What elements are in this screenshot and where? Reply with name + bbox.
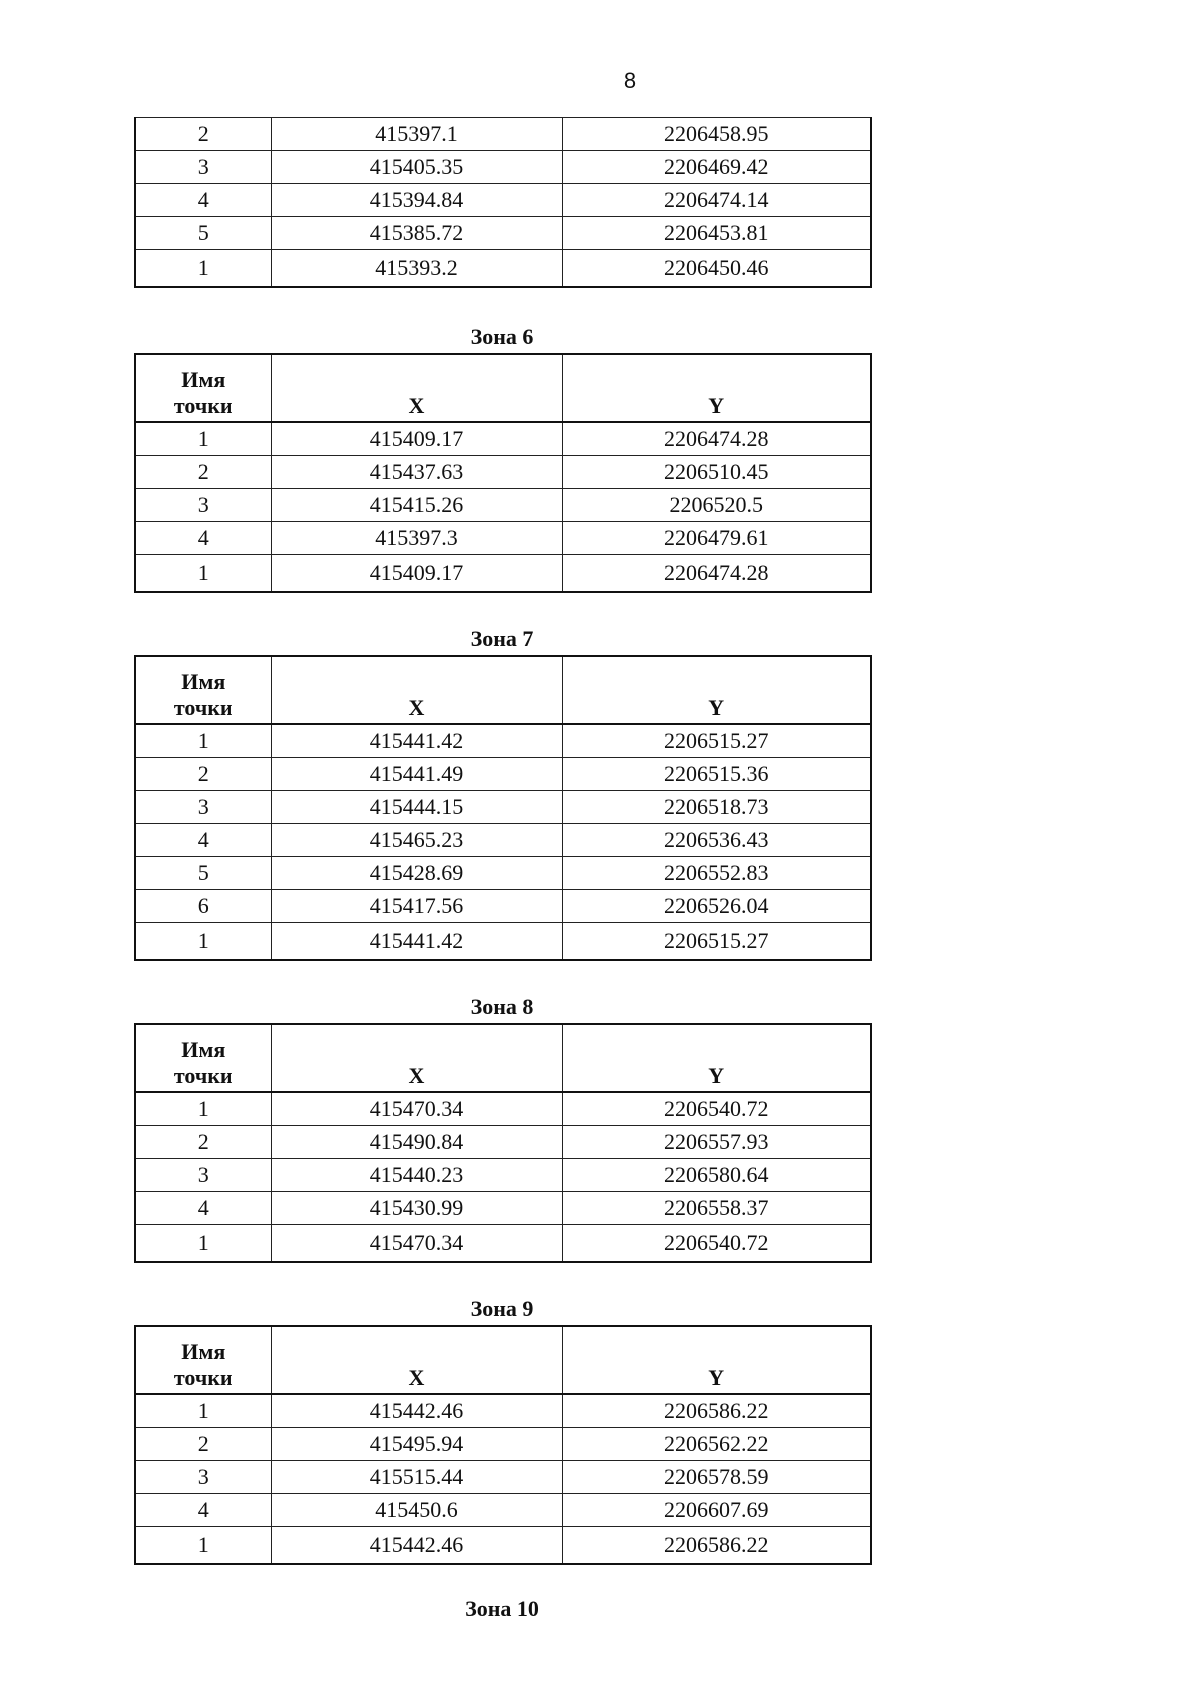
table-row — [135, 555, 871, 593]
table-row — [135, 890, 871, 923]
cell-point-name: 3 — [135, 489, 271, 522]
cell-point-name: 6 — [135, 890, 271, 923]
cell-point-name: 4 — [135, 1494, 271, 1527]
cell-y: 2206578.59 — [562, 1461, 871, 1494]
cell-point-name: 1 — [135, 724, 271, 758]
table-row — [135, 1428, 871, 1461]
zone-6-section — [134, 321, 870, 593]
cell-y: 2206520.5 — [562, 489, 871, 522]
cell-point-name: 1 — [135, 250, 271, 288]
cell-y: 2206557.93 — [562, 1126, 871, 1159]
cell-x: 415441.42 — [271, 923, 562, 961]
zone-9-coordinates-table — [134, 1325, 872, 1565]
cell-point-name: 4 — [135, 824, 271, 857]
cell-point-name: 2 — [135, 758, 271, 791]
cell-x: 415470.34 — [271, 1225, 562, 1263]
cell-x: 415441.49 — [271, 758, 562, 791]
table-header-row — [135, 656, 871, 724]
cell-y: 2206586.22 — [562, 1527, 871, 1565]
table-row — [135, 184, 871, 217]
cell-y: 2206540.72 — [562, 1092, 871, 1126]
cell-point-name: 1 — [135, 923, 271, 961]
cell-x: 415417.56 — [271, 890, 562, 923]
cell-y: 2206540.72 — [562, 1225, 871, 1263]
table-row — [135, 923, 871, 961]
table-header-row — [135, 1326, 871, 1394]
cell-point-name: 3 — [135, 1461, 271, 1494]
header-x: X — [271, 354, 562, 422]
table-row — [135, 1394, 871, 1428]
table-row — [135, 724, 871, 758]
cell-y: 2206536.43 — [562, 824, 871, 857]
cell-point-name: 1 — [135, 555, 271, 593]
cell-y: 2206510.45 — [562, 456, 871, 489]
cell-x: 415385.72 — [271, 217, 562, 250]
cell-y: 2206453.81 — [562, 217, 871, 250]
zone-title: Зона 9 — [470, 1296, 534, 1321]
table-row — [135, 1192, 871, 1225]
table-row — [135, 422, 871, 456]
table-row — [135, 824, 871, 857]
continuation-table-wrapper — [134, 117, 872, 288]
cell-x: 415393.2 — [271, 250, 562, 288]
table-row — [135, 456, 871, 489]
cell-y: 2206607.69 — [562, 1494, 871, 1527]
cell-y: 2206479.61 — [562, 522, 871, 555]
cell-point-name: 2 — [135, 118, 271, 151]
header-x: X — [271, 1326, 562, 1394]
cell-x: 415440.23 — [271, 1159, 562, 1192]
cell-y: 2206580.64 — [562, 1159, 871, 1192]
cell-x: 415430.99 — [271, 1192, 562, 1225]
header-y: Y — [562, 656, 871, 724]
cell-x: 415444.15 — [271, 791, 562, 824]
cell-point-name: 5 — [135, 217, 271, 250]
header-point-name: Имя точки — [135, 354, 271, 422]
cell-y: 2206450.46 — [562, 250, 871, 288]
cell-x: 415397.1 — [271, 118, 562, 151]
cell-point-name: 2 — [135, 456, 271, 489]
cell-point-name: 1 — [135, 1394, 271, 1428]
cell-point-name: 1 — [135, 422, 271, 456]
cell-point-name: 5 — [135, 857, 271, 890]
table-row — [135, 1494, 871, 1527]
cell-x: 415397.3 — [271, 522, 562, 555]
cell-x: 415450.6 — [271, 1494, 562, 1527]
table-row — [135, 250, 871, 288]
cell-y: 2206515.27 — [562, 724, 871, 758]
cell-point-name: 3 — [135, 1159, 271, 1192]
cell-x: 415428.69 — [271, 857, 562, 890]
table-row — [135, 1126, 871, 1159]
cell-point-name: 4 — [135, 184, 271, 217]
continuation-coordinates-table — [134, 117, 872, 288]
cell-x: 415437.63 — [271, 456, 562, 489]
header-point-name: Имя точки — [135, 1326, 271, 1394]
page-number: 8 — [623, 68, 637, 93]
cell-y: 2206469.42 — [562, 151, 871, 184]
table-row — [135, 1092, 871, 1126]
cell-y: 2206474.28 — [562, 555, 871, 593]
cell-y: 2206586.22 — [562, 1394, 871, 1428]
table-row — [135, 791, 871, 824]
cell-y: 2206515.36 — [562, 758, 871, 791]
header-point-name: Имя точки — [135, 656, 271, 724]
cell-y: 2206474.14 — [562, 184, 871, 217]
table-row — [135, 522, 871, 555]
cell-x: 415465.23 — [271, 824, 562, 857]
cell-y: 2206558.37 — [562, 1192, 871, 1225]
table-header-row — [135, 354, 871, 422]
header-x: X — [271, 656, 562, 724]
table-row — [135, 857, 871, 890]
header-y: Y — [562, 354, 871, 422]
zone-8-coordinates-table — [134, 1023, 872, 1263]
cell-point-name: 2 — [135, 1428, 271, 1461]
zone-title: Зона 8 — [470, 994, 534, 1019]
table-row — [135, 1527, 871, 1565]
cell-x: 415441.42 — [271, 724, 562, 758]
cell-y: 2206518.73 — [562, 791, 871, 824]
cell-x: 415405.35 — [271, 151, 562, 184]
cell-x: 415415.26 — [271, 489, 562, 522]
header-x: X — [271, 1024, 562, 1092]
cell-y: 2206562.22 — [562, 1428, 871, 1461]
cell-x: 415470.34 — [271, 1092, 562, 1126]
cell-point-name: 3 — [135, 151, 271, 184]
table-row — [135, 118, 871, 151]
zone-title: Зона 7 — [470, 626, 534, 651]
zone-6-coordinates-table — [134, 353, 872, 593]
cell-y: 2206552.83 — [562, 857, 871, 890]
cell-point-name: 4 — [135, 1192, 271, 1225]
cell-point-name: 4 — [135, 522, 271, 555]
zone-9-section — [134, 1293, 870, 1565]
header-point-name: Имя точки — [135, 1024, 271, 1092]
header-y: Y — [562, 1326, 871, 1394]
cell-x: 415409.17 — [271, 422, 562, 456]
cell-x: 415394.84 — [271, 184, 562, 217]
table-row — [135, 151, 871, 184]
cell-point-name: 1 — [135, 1527, 271, 1565]
table-row — [135, 1225, 871, 1263]
cell-point-name: 3 — [135, 791, 271, 824]
cell-x: 415442.46 — [271, 1394, 562, 1428]
cell-y: 2206526.04 — [562, 890, 871, 923]
zone-8-section — [134, 991, 870, 1263]
cell-x: 415490.84 — [271, 1126, 562, 1159]
header-y: Y — [562, 1024, 871, 1092]
table-row — [135, 489, 871, 522]
cell-x: 415495.94 — [271, 1428, 562, 1461]
zone-10-title: Зона 10 — [465, 1596, 539, 1621]
cell-point-name: 2 — [135, 1126, 271, 1159]
table-row — [135, 217, 871, 250]
table-row — [135, 758, 871, 791]
table-row — [135, 1159, 871, 1192]
cell-x: 415515.44 — [271, 1461, 562, 1494]
table-row — [135, 1461, 871, 1494]
cell-y: 2206458.95 — [562, 118, 871, 151]
zone-7-coordinates-table — [134, 655, 872, 961]
table-header-row — [135, 1024, 871, 1092]
cell-x: 415409.17 — [271, 555, 562, 593]
cell-y: 2206474.28 — [562, 422, 871, 456]
zone-7-section — [134, 623, 870, 961]
cell-point-name: 1 — [135, 1092, 271, 1126]
cell-x: 415442.46 — [271, 1527, 562, 1565]
zone-title: Зона 6 — [470, 324, 534, 349]
cell-y: 2206515.27 — [562, 923, 871, 961]
cell-point-name: 1 — [135, 1225, 271, 1263]
